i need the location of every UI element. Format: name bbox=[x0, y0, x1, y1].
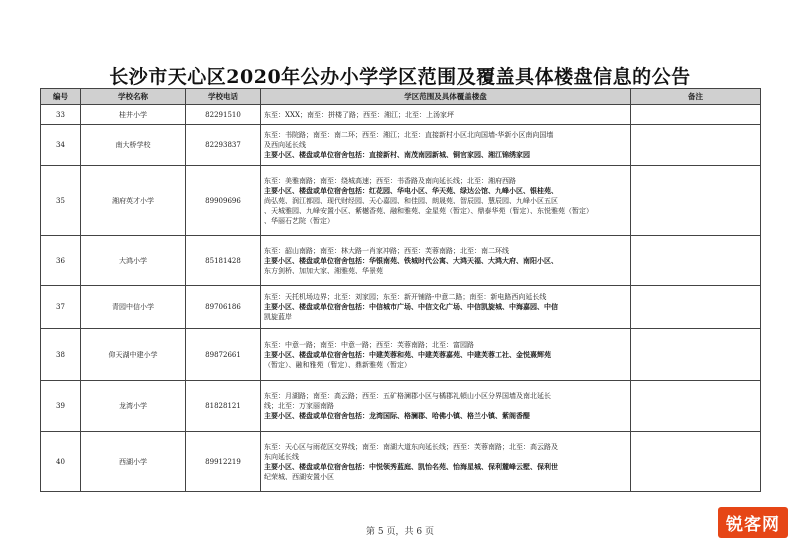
header-school-name: 学校名称 bbox=[81, 89, 186, 105]
table-row bbox=[41, 286, 761, 329]
cell-number: 39 bbox=[41, 381, 81, 432]
cell-remarks bbox=[631, 329, 761, 381]
cell-school-phone: 85181428 bbox=[186, 236, 261, 286]
cell-number: 40 bbox=[41, 432, 81, 492]
scope-line: 东至：XXX；南至：拼楼了路；西至：湘江；北至：上汤家坪 bbox=[264, 110, 454, 119]
scope-line: 、天城雅园、九峰安置小区、紫樾香苑、融和雅苑、金星苑（暂定）、鼎泰华苑（暂定）、东悦雅苑（暂定） bbox=[264, 206, 593, 215]
table-row bbox=[41, 236, 761, 286]
header-number: 编号 bbox=[41, 89, 81, 105]
table-row bbox=[41, 105, 761, 125]
scope-line: 东方剑桥、加加大家、湘雅苑、华景苑 bbox=[264, 266, 383, 275]
cell-school-phone: 89706186 bbox=[186, 286, 261, 329]
scope-line: 东至：中意一路；南至：中意一路；西至：芙蓉南路；北至：富园路 bbox=[264, 340, 474, 349]
cell-school-phone: 82291510 bbox=[186, 105, 261, 125]
cell-remarks bbox=[631, 381, 761, 432]
cell-number: 36 bbox=[41, 236, 81, 286]
cell-school-name: 南大桥学校 bbox=[81, 125, 186, 166]
cell-number: 34 bbox=[41, 125, 81, 166]
scope-line: 东至：书院路；南至：南二环；西至：湘江；北至：直接新村小区北向国墙-华新小区南向国墙 bbox=[264, 131, 554, 139]
cell-district-scope bbox=[261, 125, 631, 166]
cell-number: 35 bbox=[41, 166, 81, 236]
scope-line: 东向延长线 bbox=[264, 452, 299, 461]
cell-school-name: 桂井小学 bbox=[81, 105, 186, 125]
cell-remarks bbox=[631, 236, 761, 286]
scope-line: 凯旋蓝岸 bbox=[264, 313, 292, 321]
scope-line: 东至：月湖路；南至：高云路；西至：五矿格澜郡小区与橘郡礼頓山小区分界国墙及南北延长 bbox=[264, 392, 551, 400]
scope-line: 纪荣城、西湖安置小区 bbox=[264, 472, 334, 481]
scope-line: 、华丽石艺院（暂定） bbox=[264, 216, 334, 225]
scope-line: 线；北至：万家丽南路 bbox=[264, 402, 334, 410]
cell-number: 38 bbox=[41, 329, 81, 381]
cell-remarks bbox=[631, 286, 761, 329]
scope-line: 东至：美雅南路；南至：绕城高速；西至：书香路及南向延长线；北至：湘府西路 bbox=[264, 176, 516, 185]
scope-line: 东至：天心区与雨花区交界线；南至：南湖大道东向延长线；西至：芙蓉南路；北至：高云路及 bbox=[264, 442, 558, 451]
scope-line: （暂定）、融和雅苑（暂定）、鼎新雅苑（暂定） bbox=[264, 360, 411, 369]
cell-school-name: 仰天湖中建小学 bbox=[81, 329, 186, 381]
scope-line: 主要小区、楼盘或单位宿舍包括：红花园、华电小区、华天苑、绿达公馆、九峰小区、银桂苑、 bbox=[264, 185, 558, 195]
cell-school-phone: 89912219 bbox=[186, 432, 261, 492]
cell-school-name: 湘府英才小学 bbox=[81, 166, 186, 236]
cell-school-phone: 89872661 bbox=[186, 329, 261, 381]
scope-line: 主要小区、楼盘或单位宿舍包括：中悦领秀蓝庭、凯怡名苑、怡海星城、保利麓峰云墅、保利世 bbox=[264, 461, 558, 471]
scope-line: 主要小区、楼盘或单位宿舍包括：华银南苑、铁城时代公寓、大鸿天福、大鸿大府、南阳小区、 bbox=[264, 255, 558, 265]
cell-school-name: 龙湾小学 bbox=[81, 381, 186, 432]
cell-school-phone: 89909696 bbox=[186, 166, 261, 236]
cell-school-phone: 81828121 bbox=[186, 381, 261, 432]
table-row bbox=[41, 381, 761, 432]
cell-district-scope bbox=[261, 236, 631, 286]
header-school-phone: 学校电话 bbox=[186, 89, 261, 105]
scope-line: 主要小区、楼盘或单位宿舍包括：直接新村、南茂南园新城、铜官家园、湘江锦绣家园 bbox=[264, 150, 530, 159]
scope-line: 主要小区、楼盘或单位宿舍包括：中建芙蓉和苑、中建芙蓉嘉苑、中建芙蓉工社、金悦熹辉苑 bbox=[264, 349, 551, 359]
cell-remarks bbox=[631, 105, 761, 125]
scope-line: 主要小区、楼盘或单位宿舍包括：中信城市广场、中信文化广场、中信凯旋城、中海嘉园、中信 bbox=[264, 302, 558, 311]
watermark-logo: 锐客网 bbox=[718, 507, 788, 538]
table-row bbox=[41, 166, 761, 236]
scope-line: 东至：韶山南路；南至：林大路一肖家冲路；西至：芙蓉南路；北至：南二环线 bbox=[264, 246, 509, 255]
cell-district-scope bbox=[261, 432, 631, 492]
cell-school-name: 青园中信小学 bbox=[81, 286, 186, 329]
table-header-row bbox=[41, 89, 761, 105]
cell-school-name: 大鸿小学 bbox=[81, 236, 186, 286]
cell-number: 37 bbox=[41, 286, 81, 329]
cell-district-scope bbox=[261, 381, 631, 432]
cell-school-name: 西湖小学 bbox=[81, 432, 186, 492]
scope-line: 主要小区、楼盘或单位宿舍包括：龙湾国际、格澜郡、哈佛小镇、格兰小镇、紫阁香醍 bbox=[264, 411, 530, 420]
scope-line: 尚弘苑、润江都园、现代财经园、天心嘉园、和佳园、朗晟苑、智辰园、慧辰园、九峰小区五区 bbox=[264, 196, 558, 205]
header-remarks: 备注 bbox=[631, 89, 761, 105]
table-row bbox=[41, 432, 761, 492]
cell-district-scope bbox=[261, 105, 631, 125]
cell-remarks bbox=[631, 125, 761, 166]
scope-line: 东至：天托机场边界；北至：刘家园；东至：新开铺路-中意二路；南至：新电路西向延长线 bbox=[264, 293, 547, 301]
cell-district-scope bbox=[261, 329, 631, 381]
cell-remarks bbox=[631, 432, 761, 492]
table-body bbox=[41, 105, 761, 492]
cell-district-scope bbox=[261, 166, 631, 236]
header-district-scope: 学区范围及具体覆盖楼盘 bbox=[261, 89, 631, 105]
school-district-table bbox=[40, 88, 761, 492]
table-row bbox=[41, 125, 761, 166]
scope-line: 及西向延长线 bbox=[264, 141, 306, 149]
cell-remarks bbox=[631, 166, 761, 236]
cell-number: 33 bbox=[41, 105, 81, 125]
document-title: 长沙市天心区2020年公办小学学区范围及覆盖具体楼盘信息的公告 bbox=[109, 66, 691, 88]
cell-school-phone: 82293837 bbox=[186, 125, 261, 166]
cell-district-scope bbox=[261, 286, 631, 329]
page-footer: 第 5 页，共 6 页 bbox=[366, 527, 434, 537]
table-row bbox=[41, 329, 761, 381]
